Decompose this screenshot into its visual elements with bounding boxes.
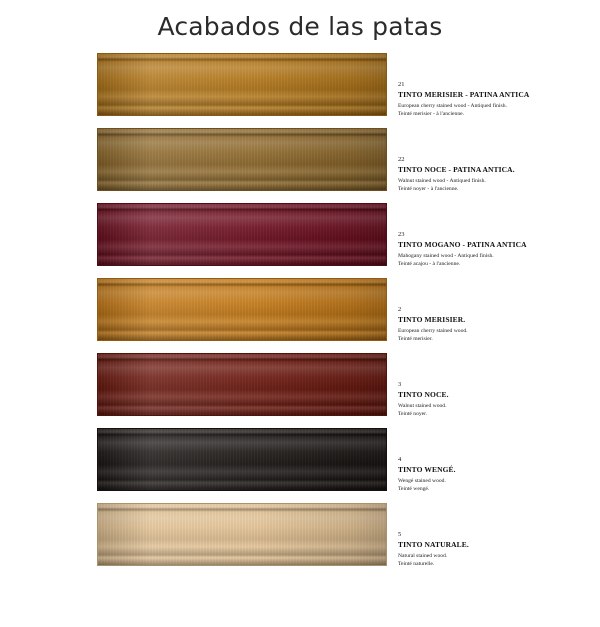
finish-description-fr: Teinté merisier - à l'ancienne.	[398, 110, 464, 117]
finish-sample-swatch	[97, 503, 387, 566]
finish-info	[398, 456, 588, 493]
finish-list	[0, 49, 600, 571]
list-item	[0, 124, 600, 196]
list-item	[0, 49, 600, 121]
finish-sample-swatch	[97, 203, 387, 266]
finish-sample-swatch	[97, 53, 387, 116]
finish-name: TINTO NOCE.	[398, 390, 449, 400]
sample-sheen	[98, 54, 386, 115]
list-item	[0, 199, 600, 271]
finish-name: TINTO NOCE - PATINA ANTICA.	[398, 165, 515, 175]
list-item	[0, 424, 600, 496]
finish-description-en: European cherry stained wood - Antiqued finish.	[398, 102, 507, 109]
finish-catalog-page	[0, 12, 600, 627]
sample-sheen	[98, 354, 386, 415]
finish-info	[398, 306, 588, 343]
sample-sheen	[98, 204, 386, 265]
finish-description-en: Wengé stained wood.	[398, 477, 446, 484]
finish-code: 23	[398, 231, 405, 238]
finish-description-en: Natural stained wood.	[398, 552, 448, 559]
finish-name: TINTO MERISIER.	[398, 315, 466, 325]
finish-description-fr: Teinté acajou - à l'ancienne.	[398, 260, 461, 267]
finish-code: 4	[398, 456, 402, 463]
finish-description-fr: Teinté naturelle.	[398, 560, 435, 567]
finish-description-fr: Teinté noyer.	[398, 410, 428, 417]
finish-code: 5	[398, 531, 402, 538]
finish-name: TINTO MERISIER - PATINA ANTICA	[398, 90, 530, 100]
finish-name: TINTO NATURALE.	[398, 540, 469, 550]
finish-description-en: Walnut stained wood.	[398, 402, 447, 409]
finish-info	[398, 381, 588, 418]
finish-description-en: Walnut stained wood - Antiqued finish.	[398, 177, 486, 184]
sample-sheen	[98, 429, 386, 490]
finish-name: TINTO WENGÉ.	[398, 465, 456, 475]
finish-info	[398, 231, 588, 268]
sample-sheen	[98, 279, 386, 340]
page-title: Acabados de las patas	[157, 12, 443, 41]
finish-sample-swatch	[97, 353, 387, 416]
finish-sample-swatch	[97, 128, 387, 191]
finish-description-fr: Teinté noyer - à l'ancienne.	[398, 185, 459, 192]
finish-code: 2	[398, 306, 402, 313]
finish-info	[398, 531, 588, 568]
finish-code: 21	[398, 81, 405, 88]
finish-description-fr: Teinté merisier.	[398, 335, 433, 342]
finish-description-en: Mahogany stained wood - Antiqued finish.	[398, 252, 494, 259]
finish-sample-swatch	[97, 428, 387, 491]
sample-sheen	[98, 129, 386, 190]
sample-sheen	[98, 504, 386, 565]
list-item	[0, 274, 600, 346]
list-item	[0, 499, 600, 571]
finish-description-fr: Teinté wengé.	[398, 485, 430, 492]
finish-info	[398, 81, 588, 118]
finish-sample-swatch	[97, 278, 387, 341]
finish-code: 22	[398, 156, 405, 163]
finish-code: 3	[398, 381, 402, 388]
finish-info	[398, 156, 588, 193]
finish-description-en: European cherry stained wood.	[398, 327, 468, 334]
list-item	[0, 349, 600, 421]
finish-name: TINTO MOGANO - PATINA ANTICA	[398, 240, 527, 250]
